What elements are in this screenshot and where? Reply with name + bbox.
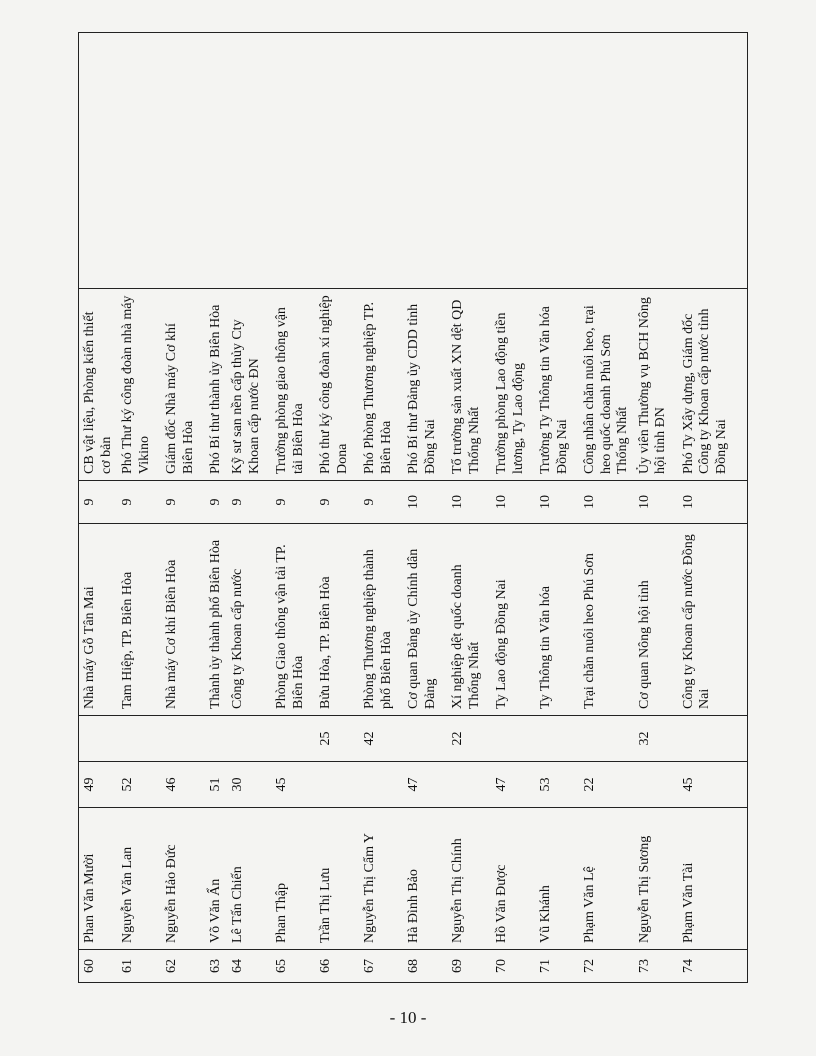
level-cell: 9 xyxy=(79,481,118,524)
workplace-cell: Nhà máy Cơ khí Biên Hòa xyxy=(161,524,205,716)
female-age-cell xyxy=(117,716,161,762)
position-cell: Kỹ sư san nền cấp thủy Cty Khoan cấp nước ĐN xyxy=(227,289,271,481)
empty-column-cell xyxy=(535,33,579,289)
level-cell: 9 xyxy=(161,481,205,524)
workplace-cell: Phòng Thương nghiệp thành phố Biên Hòa xyxy=(359,524,403,716)
male-age-cell: 49 xyxy=(79,762,118,808)
male-age-cell xyxy=(634,762,678,808)
male-age-cell: 46 xyxy=(161,762,205,808)
empty-column-cell xyxy=(359,33,403,289)
position-cell: Phó Phòng Thương nghiệp TP. Biên Hòa xyxy=(359,289,403,481)
female-age-cell xyxy=(79,716,118,762)
row-number-cell: 61 xyxy=(117,950,161,983)
filler-cell xyxy=(742,481,748,524)
position-cell: CB vật liệu, Phòng kiến thiết cơ bản xyxy=(79,289,118,481)
full-name-cell: Hà Đình Bảo xyxy=(403,808,447,950)
workplace-cell: Ty Thông tin Văn hóa xyxy=(535,524,579,716)
empty-column-cell xyxy=(161,33,205,289)
level-cell: 10 xyxy=(579,481,634,524)
page-number: - 10 - xyxy=(389,1008,427,1027)
full-name-cell: Phạm Văn Lệ xyxy=(579,808,634,950)
full-name-cell: Vũ Khánh xyxy=(535,808,579,950)
workplace-cell: Nhà máy Gỗ Tân Mai xyxy=(79,524,118,716)
row-number-cell: 64 xyxy=(227,950,271,983)
row-number-cell: 66 xyxy=(315,950,359,983)
female-age-cell: 32 xyxy=(634,716,678,762)
table-row xyxy=(227,33,271,983)
workplace-cell: Trại chăn nuôi heo Phú Sơn xyxy=(579,524,634,716)
male-age-cell: 51 xyxy=(205,762,227,808)
level-cell: 10 xyxy=(535,481,579,524)
empty-column-cell xyxy=(491,33,535,289)
table-row xyxy=(579,33,634,983)
table-filler-row xyxy=(742,33,748,983)
table-row xyxy=(161,33,205,983)
workplace-cell: Phòng Giao thông vận tải TP. Biên Hòa xyxy=(271,524,315,716)
position-cell: Giám đốc Nhà máy Cơ khí Biên Hòa xyxy=(161,289,205,481)
female-age-cell xyxy=(271,716,315,762)
workplace-cell: Cơ quan Đảng ủy Chính dân Đảng xyxy=(403,524,447,716)
row-number-cell: 73 xyxy=(634,950,678,983)
filler-cell xyxy=(742,33,748,289)
delegate-table xyxy=(78,32,748,983)
male-age-cell: 45 xyxy=(271,762,315,808)
position-cell: Phó Bí thư thành ủy Biên Hòa xyxy=(205,289,227,481)
table-row xyxy=(359,33,403,983)
position-cell: Phó thư ký công đoàn xí nghiệp Dona xyxy=(315,289,359,481)
row-number-cell: 67 xyxy=(359,950,403,983)
table-row xyxy=(403,33,447,983)
level-cell: 9 xyxy=(271,481,315,524)
level-cell: 9 xyxy=(359,481,403,524)
level-cell: 9 xyxy=(315,481,359,524)
level-cell: 9 xyxy=(117,481,161,524)
workplace-cell: Công ty Khoan cấp nước Đồng Nai xyxy=(678,524,742,716)
female-age-cell: 42 xyxy=(359,716,403,762)
full-name-cell: Phan Thập xyxy=(271,808,315,950)
full-name-cell: Trần Thị Lưu xyxy=(315,808,359,950)
full-name-cell: Nguyễn Thị Chính xyxy=(447,808,491,950)
full-name-cell: Phan Văn Mười xyxy=(79,808,118,950)
empty-column-cell xyxy=(315,33,359,289)
full-name-cell: Nguyễn Thị Sương xyxy=(634,808,678,950)
filler-cell xyxy=(742,762,748,808)
row-number-cell: 74 xyxy=(678,950,742,983)
full-name-cell: Nguyễn Hảo Đức xyxy=(161,808,205,950)
full-name-cell: Hồ Văn Được xyxy=(491,808,535,950)
position-cell: Phó Bí thư Đảng ủy CDD tỉnh Đồng Nai xyxy=(403,289,447,481)
female-age-cell xyxy=(227,716,271,762)
table-row xyxy=(315,33,359,983)
female-age-cell xyxy=(205,716,227,762)
table-row xyxy=(79,33,118,983)
workplace-cell: Thành ủy thành phố Biên Hòa xyxy=(205,524,227,716)
filler-cell xyxy=(742,524,748,716)
table-body xyxy=(79,33,748,983)
rotated-table-container xyxy=(78,33,744,983)
position-cell: Trưởng phòng Lao động tiền lương, Ty Lao động xyxy=(491,289,535,481)
table-row xyxy=(634,33,678,983)
level-cell: 9 xyxy=(227,481,271,524)
table-row xyxy=(271,33,315,983)
row-number-cell: 62 xyxy=(161,950,205,983)
full-name-cell: Nguyễn Thị Cẩm Y xyxy=(359,808,403,950)
level-cell: 10 xyxy=(634,481,678,524)
male-age-cell xyxy=(359,762,403,808)
workplace-cell: Bửu Hòa, TP. Biên Hòa xyxy=(315,524,359,716)
male-age-cell: 45 xyxy=(678,762,742,808)
female-age-cell xyxy=(161,716,205,762)
male-age-cell: 22 xyxy=(579,762,634,808)
female-age-cell xyxy=(491,716,535,762)
female-age-cell xyxy=(579,716,634,762)
empty-column-cell xyxy=(271,33,315,289)
level-cell: 9 xyxy=(205,481,227,524)
empty-column-cell xyxy=(634,33,678,289)
male-age-cell xyxy=(447,762,491,808)
female-age-cell: 25 xyxy=(315,716,359,762)
workplace-cell: Công ty Khoan cấp nước xyxy=(227,524,271,716)
position-cell: Phó Ty Xây dựng, Giám đốc Công ty Khoan cấp nước tỉnh Đồng Nai xyxy=(678,289,742,481)
row-number-cell: 71 xyxy=(535,950,579,983)
female-age-cell xyxy=(678,716,742,762)
table-row xyxy=(447,33,491,983)
table-row xyxy=(491,33,535,983)
workplace-cell: Xí nghiệp dệt quốc doanh Thống Nhất xyxy=(447,524,491,716)
position-cell: Phó Thư ký công đoàn nhà máy Vikino xyxy=(117,289,161,481)
empty-column-cell xyxy=(205,33,227,289)
workplace-cell: Tam Hiệp, TP. Biên Hòa xyxy=(117,524,161,716)
female-age-cell xyxy=(535,716,579,762)
full-name-cell: Lê Tấn Chiến xyxy=(227,808,271,950)
empty-column-cell xyxy=(579,33,634,289)
full-name-cell: Phạm Văn Tài xyxy=(678,808,742,950)
table-row xyxy=(535,33,579,983)
empty-column-cell xyxy=(227,33,271,289)
table-row xyxy=(117,33,161,983)
male-age-cell: 47 xyxy=(403,762,447,808)
female-age-cell: 22 xyxy=(447,716,491,762)
full-name-cell: Nguyễn Văn Lan xyxy=(117,808,161,950)
male-age-cell: 53 xyxy=(535,762,579,808)
row-number-cell: 69 xyxy=(447,950,491,983)
level-cell: 10 xyxy=(403,481,447,524)
filler-cell xyxy=(742,808,748,950)
row-number-cell: 63 xyxy=(205,950,227,983)
workplace-cell: Ty Lao động Đồng Nai xyxy=(491,524,535,716)
row-number-cell: 65 xyxy=(271,950,315,983)
position-cell: Trưởng Ty Thông tin Văn hóa Đồng Nai xyxy=(535,289,579,481)
position-cell: Trưởng phòng giao thông vận tải Biên Hòa xyxy=(271,289,315,481)
male-age-cell: 52 xyxy=(117,762,161,808)
filler-cell xyxy=(742,289,748,481)
female-age-cell xyxy=(403,716,447,762)
empty-column-cell xyxy=(447,33,491,289)
full-name-cell: Võ Văn Ẩn xyxy=(205,808,227,950)
table-row xyxy=(205,33,227,983)
row-number-cell: 60 xyxy=(79,950,118,983)
workplace-cell: Cơ quan Nông hội tỉnh xyxy=(634,524,678,716)
male-age-cell: 30 xyxy=(227,762,271,808)
table-row xyxy=(678,33,742,983)
empty-column-cell xyxy=(79,33,118,289)
level-cell: 10 xyxy=(491,481,535,524)
row-number-cell: 70 xyxy=(491,950,535,983)
filler-cell xyxy=(742,950,748,983)
male-age-cell xyxy=(315,762,359,808)
level-cell: 10 xyxy=(678,481,742,524)
row-number-cell: 68 xyxy=(403,950,447,983)
position-cell: Ủy viên Thường vụ BCH Nông hội tỉnh ĐN xyxy=(634,289,678,481)
empty-column-cell xyxy=(403,33,447,289)
row-number-cell: 72 xyxy=(579,950,634,983)
position-cell: Công nhân chăn nuôi heo, trại heo quốc doanh Phú Sơn Thống Nhất xyxy=(579,289,634,481)
empty-column-cell xyxy=(117,33,161,289)
empty-column-cell xyxy=(678,33,742,289)
level-cell: 10 xyxy=(447,481,491,524)
male-age-cell: 47 xyxy=(491,762,535,808)
filler-cell xyxy=(742,716,748,762)
position-cell: Tổ trưởng sản xuất XN dệt QD Thống Nhất xyxy=(447,289,491,481)
